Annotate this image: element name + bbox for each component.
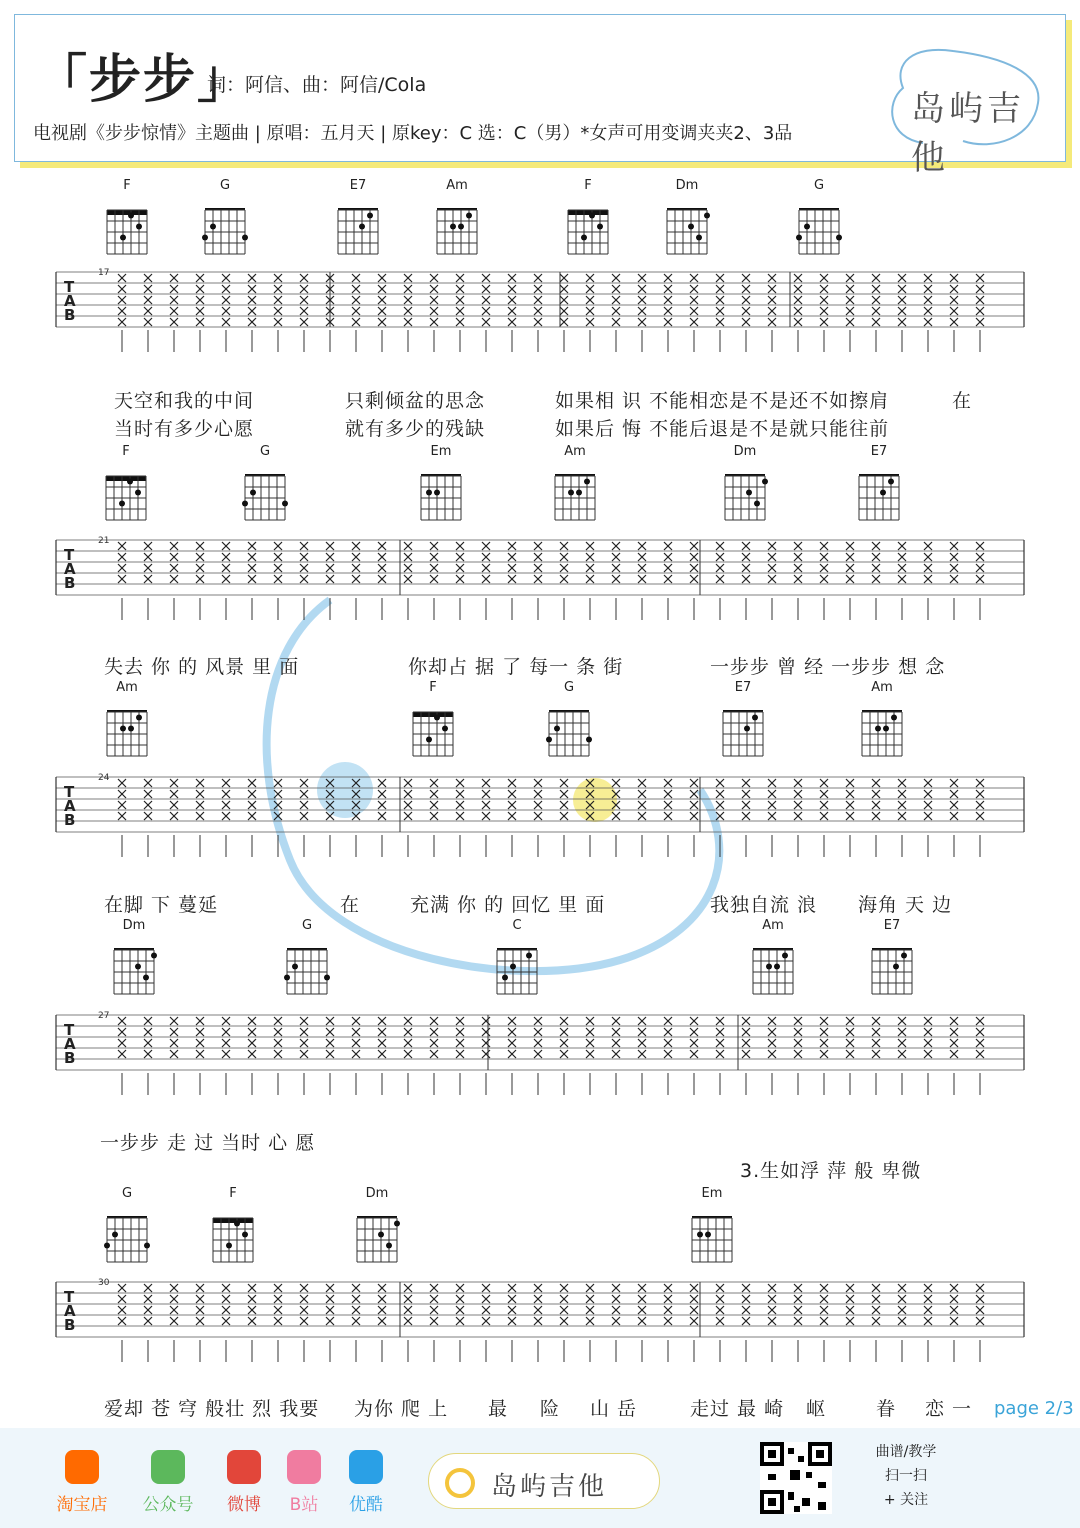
chord-grid	[104, 206, 150, 256]
lyric-line: 只剩倾盆的思念	[345, 390, 486, 412]
chord-grid	[284, 946, 330, 996]
chord-name: Am	[446, 178, 468, 193]
chord-grid	[859, 708, 905, 758]
chord-grid	[689, 1214, 735, 1264]
chord-grid	[565, 206, 611, 256]
lyric-line: 充满 你 的 回忆 里 面	[410, 894, 606, 916]
chord-name: Dm	[733, 444, 757, 459]
lyric-line: 你却占 据 了 每一 条 街	[408, 656, 624, 678]
lyric-line: 爱却 苍 穹 般壮 烈 我要	[104, 1398, 320, 1420]
lyric-line: 海角 天 边	[858, 894, 953, 916]
lyric-line: 3.生如浮 萍 般 卑微	[740, 1160, 922, 1182]
chord-name: E7	[883, 918, 901, 933]
chord-name: E7	[349, 178, 367, 193]
footer-link-0[interactable]	[52, 1450, 112, 1515]
qr-caption-line: 扫一扫	[885, 1468, 927, 1484]
chord-grid	[410, 708, 456, 758]
song-credits: 词：阿信、曲：阿信/Cola	[207, 74, 427, 96]
measure-number: 30	[98, 1278, 110, 1288]
lyric-line: 岖	[806, 1398, 827, 1420]
page-indicator: page 2/3	[994, 1398, 1074, 1419]
chord-name: Dm	[122, 918, 146, 933]
measure-number: 17	[98, 268, 110, 278]
lyric-line: 在	[952, 390, 973, 412]
measure-number: 24	[98, 773, 110, 783]
lyric-line: 一步步 曾 经 一步步 想 念	[710, 656, 946, 678]
tab-staff	[0, 532, 1080, 632]
chord-grid	[103, 472, 149, 522]
tab-clef-letter: B	[64, 574, 76, 592]
tab-clef-letter: T	[64, 278, 75, 296]
header-panel	[14, 14, 1066, 178]
chord-name: F	[584, 178, 592, 193]
tab-staff	[0, 769, 1080, 869]
tab-clef	[64, 1290, 76, 1332]
chord-name: G	[563, 680, 575, 695]
footer-link-1[interactable]	[138, 1450, 198, 1515]
chord-grid	[202, 206, 248, 256]
chord-grid	[418, 472, 464, 522]
tab-clef-letter: A	[64, 1302, 76, 1320]
tab-clef-letter: T	[64, 1288, 75, 1306]
chord-name: E7	[870, 444, 888, 459]
chord-name: G	[301, 918, 313, 933]
chord-grid	[722, 472, 768, 522]
chord-grid	[546, 708, 592, 758]
chord-name: Am	[762, 918, 784, 933]
chord-grid	[796, 206, 842, 256]
tab-clef-letter: T	[64, 783, 75, 801]
measure-number: 21	[98, 536, 110, 546]
footer-link-label: 优酷	[349, 1495, 383, 1515]
chord-name: G	[219, 178, 231, 193]
chord-name: F	[123, 178, 131, 193]
lyric-line: 走过 最 崎	[690, 1398, 785, 1420]
lyric-line: 就有多少的残缺	[345, 418, 486, 440]
chord-name: G	[121, 1186, 133, 1201]
footer-link-label: B站	[289, 1495, 319, 1515]
lyric-line: 一步步 走 过 当时 心 愿	[100, 1132, 316, 1154]
chord-grid	[750, 946, 796, 996]
footer-link-label: 微博	[227, 1495, 261, 1515]
footer-link-4[interactable]	[336, 1450, 396, 1515]
chord-name: Em	[701, 1186, 723, 1201]
taobao-icon	[65, 1450, 99, 1484]
lyric-line: 山 岳	[590, 1398, 638, 1420]
chord-name: Am	[116, 680, 138, 695]
chord-grid	[720, 708, 766, 758]
chord-name: G	[813, 178, 825, 193]
tab-clef-letter: T	[64, 1021, 75, 1039]
lyric-line: 如果后 悔 不能后退是不是就只能往前	[555, 418, 890, 440]
lyric-line: 失去 你 的 风景 里 面	[104, 656, 300, 678]
bilibili-icon	[287, 1450, 321, 1484]
chord-grid	[664, 206, 710, 256]
chord-grid	[104, 708, 150, 758]
search-icon	[445, 1468, 475, 1498]
tab-staff	[0, 1274, 1080, 1374]
tab-clef-letter: B	[64, 1316, 76, 1334]
footer-link-label: 淘宝店	[56, 1495, 108, 1515]
lyric-line: 在	[340, 894, 361, 916]
lyric-line: 当时有多少心愿	[114, 418, 255, 440]
chord-grid	[354, 1214, 400, 1264]
footer-link-3[interactable]	[274, 1450, 334, 1515]
lyric-line: 如果相 识 不能相恋是不是还不如擦肩	[555, 390, 890, 412]
lyric-line: 眷	[876, 1398, 897, 1420]
tab-clef-letter: A	[64, 560, 76, 578]
chord-name: Am	[564, 444, 586, 459]
chord-name: E7	[734, 680, 752, 695]
tab-clef-letter: B	[64, 811, 76, 829]
chord-grid	[111, 946, 157, 996]
qr-caption	[836, 1440, 976, 1520]
tab-clef-letter: B	[64, 306, 76, 324]
chord-name: G	[259, 444, 271, 459]
chord-grid	[242, 472, 288, 522]
lyric-line: 我独自流 浪	[710, 894, 818, 916]
search-box[interactable]	[428, 1453, 660, 1509]
tab-clef	[64, 548, 76, 590]
footer-link-2[interactable]	[214, 1450, 274, 1515]
song-meta: 电视剧《步步惊情》主题曲 | 原唱：五月天 | 原key：C 选：C（男）*女声可用变调夹夹2、3品	[33, 123, 793, 144]
chord-grid	[104, 1214, 150, 1264]
tab-clef-letter: A	[64, 1035, 76, 1053]
chord-name: Dm	[675, 178, 699, 193]
tab-clef-letter: A	[64, 797, 76, 815]
chord-name: F	[429, 680, 437, 695]
tab-clef	[64, 785, 76, 827]
tab-staff	[0, 264, 1080, 364]
lyric-line: 为你 爬 上	[354, 1398, 449, 1420]
song-title: 「步步」	[35, 50, 252, 110]
chord-grid	[494, 946, 540, 996]
tab-clef-letter: A	[64, 292, 76, 310]
chord-grid	[856, 472, 902, 522]
chord-name: F	[229, 1186, 237, 1201]
lyric-line: 恋 一	[925, 1398, 973, 1420]
chord-name: C	[512, 918, 522, 933]
qr-caption-line: + 关注	[883, 1492, 929, 1508]
youku-icon	[349, 1450, 383, 1484]
chord-name: Em	[430, 444, 452, 459]
lyric-line: 天空和我的中间	[114, 390, 255, 412]
footer-link-label: 公众号	[142, 1495, 194, 1515]
chord-name: Am	[871, 680, 893, 695]
search-text: 岛屿吉他	[491, 1472, 608, 1502]
logo-text: 岛屿吉他	[911, 89, 1025, 178]
chord-grid	[335, 206, 381, 256]
brand-logo	[883, 43, 1053, 178]
qr-code-icon[interactable]	[760, 1442, 832, 1514]
tab-clef	[64, 280, 76, 322]
tab-clef-letter: B	[64, 1049, 76, 1067]
lyric-line: 最	[488, 1398, 509, 1420]
tab-clef	[64, 1023, 76, 1065]
chord-grid	[869, 946, 915, 996]
tab-staff	[0, 1007, 1080, 1107]
qr-caption-line: 曲谱/教学	[875, 1444, 937, 1460]
wechat-icon	[151, 1450, 185, 1484]
chord-name: Dm	[365, 1186, 389, 1201]
chord-grid	[210, 1214, 256, 1264]
tab-clef-letter: T	[64, 546, 75, 564]
chord-grid	[552, 472, 598, 522]
lyric-line: 险	[540, 1398, 561, 1420]
lyric-line: 在脚 下 蔓延	[104, 894, 219, 916]
measure-number: 27	[98, 1011, 110, 1021]
chord-grid	[434, 206, 480, 256]
chord-name: F	[122, 444, 130, 459]
weibo-icon	[227, 1450, 261, 1484]
